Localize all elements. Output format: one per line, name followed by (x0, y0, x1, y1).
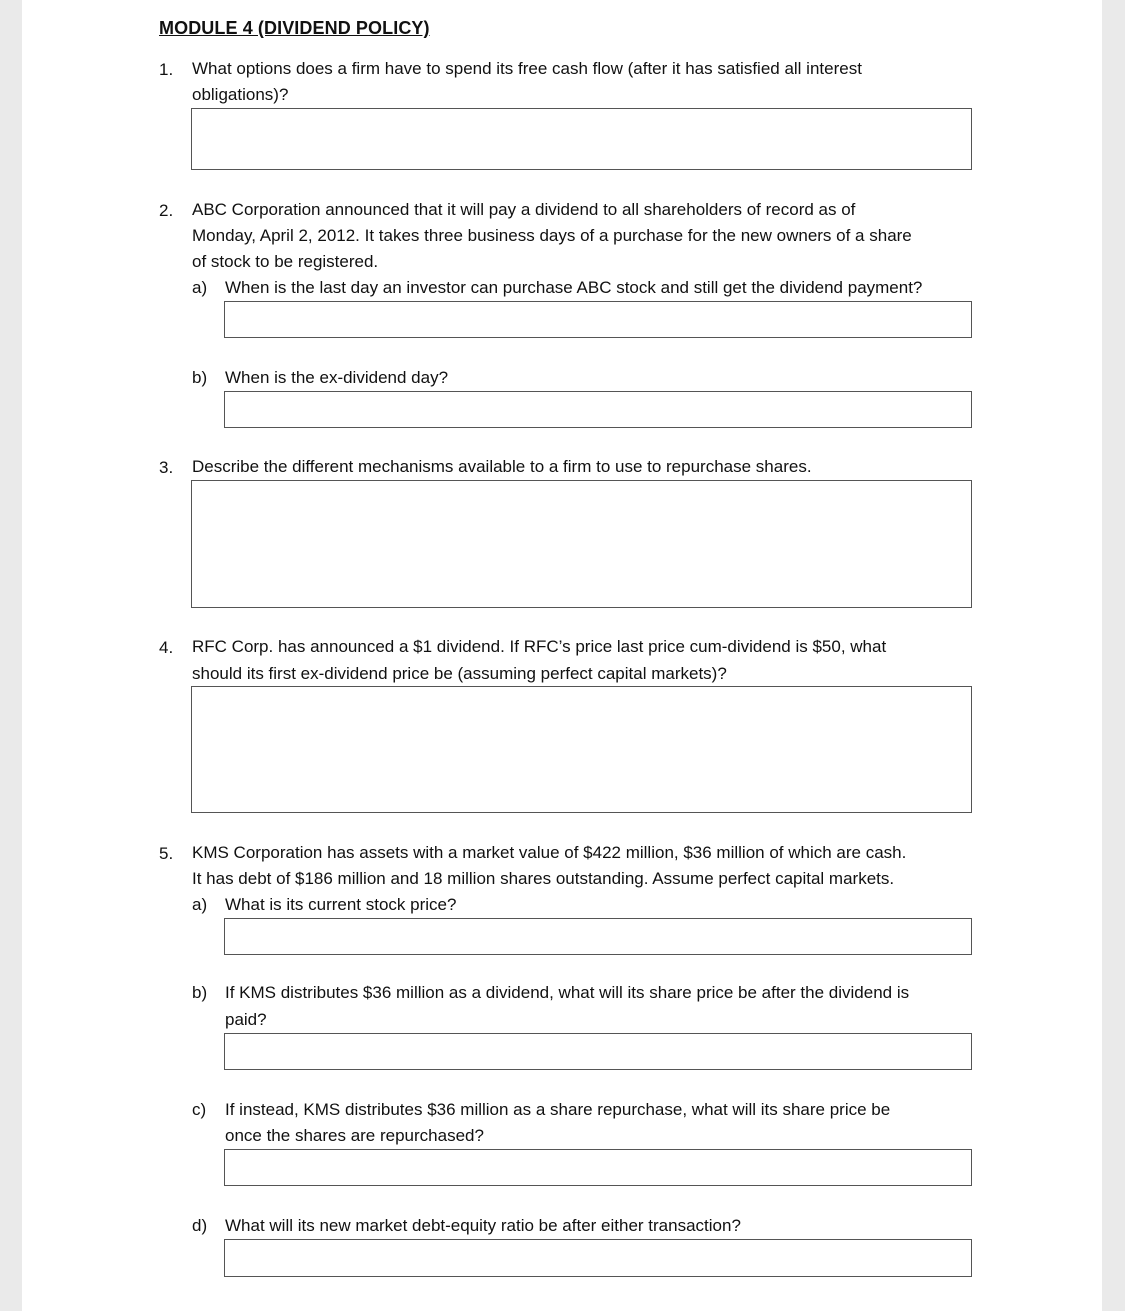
q5c-line1: If instead, KMS distributes $36 million as a share repurchase, what will its share price be (225, 1100, 891, 1119)
q5-line2: It has debt of $186 million and 18 million shares outstanding. Assume perfect capital markets. (192, 869, 895, 888)
q5c-label: c) (192, 1100, 207, 1119)
q5a-answer-box[interactable] (224, 918, 972, 955)
q1-answer-box[interactable] (191, 108, 972, 170)
q5c-line2: once the shares are repurchased? (225, 1126, 484, 1145)
q2-line1: ABC Corporation announced that it will pay a dividend to all shareholders of record as of (192, 200, 856, 219)
q5d-answer-box[interactable] (224, 1239, 972, 1277)
q2a-answer-box[interactable] (224, 301, 972, 338)
q3-line1: Describe the different mechanisms available to a firm to use to repurchase shares. (192, 457, 812, 476)
q5b-line1: If KMS distributes $36 million as a dividend, what will its share price be after the dividend is (225, 983, 910, 1002)
q5b-answer-box[interactable] (224, 1033, 972, 1070)
q4-line1: RFC Corp. has announced a $1 dividend. If RFC’s price last price cum-dividend is $50, what (192, 637, 887, 656)
q3-number: 3. (159, 458, 174, 477)
q2-line2: Monday, April 2, 2012. It takes three business days of a purchase for the new owners of a share (192, 226, 912, 245)
page-title: MODULE 4 (DIVIDEND POLICY) (159, 18, 430, 38)
q3-answer-box[interactable] (191, 480, 972, 608)
q2a-label: a) (192, 278, 208, 297)
q5a-text: What is its current stock price? (225, 895, 457, 914)
q5-number: 5. (159, 844, 174, 863)
q2b-text: When is the ex-dividend day? (225, 368, 449, 387)
q2-line3: of stock to be registered. (192, 252, 379, 271)
q1-number: 1. (159, 60, 174, 79)
q5-line1: KMS Corporation has assets with a market value of $422 million, $36 million of which are cash. (192, 843, 907, 862)
q5d-text: What will its new market debt-equity ratio be after either transaction? (225, 1216, 741, 1235)
q2b-answer-box[interactable] (224, 391, 972, 428)
q2-number: 2. (159, 201, 174, 220)
q5a-label: a) (192, 895, 208, 914)
q2a-text: When is the last day an investor can purchase ABC stock and still get the dividend payment? (225, 278, 923, 297)
q4-answer-box[interactable] (191, 686, 972, 813)
q5d-label: d) (192, 1216, 208, 1235)
q5c-answer-box[interactable] (224, 1149, 972, 1186)
q4-line2: should its first ex-dividend price be (assuming perfect capital markets)? (192, 664, 727, 683)
q1-line1: What options does a firm have to spend its free cash flow (after it has satisfied all interest (192, 59, 862, 78)
q2b-label: b) (192, 368, 208, 387)
q1-line2: obligations)? (192, 85, 289, 104)
q5b-line2: paid? (225, 1010, 267, 1029)
q5b-label: b) (192, 983, 208, 1002)
q4-number: 4. (159, 638, 174, 657)
